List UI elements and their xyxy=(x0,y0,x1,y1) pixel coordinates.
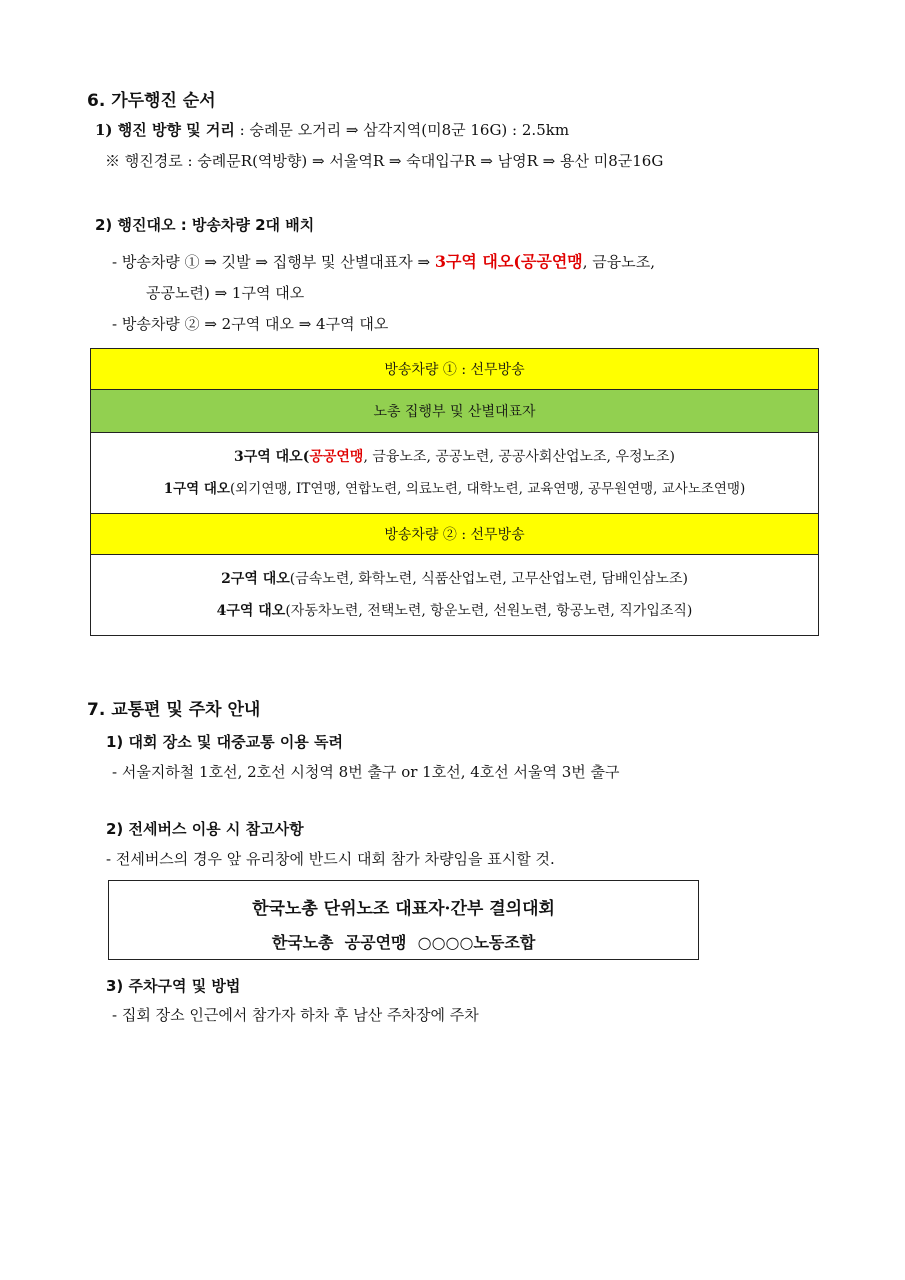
parking-label: 3) 주차구역 및 방법 xyxy=(106,977,241,995)
leaders-cell: 노총 집행부 및 산별대표자 xyxy=(91,390,819,433)
bus-sign-line-2: 한국노총 공공연맹 ○○○○노동조합 xyxy=(271,933,536,952)
bus-window-sign xyxy=(108,880,699,960)
section-6-title: 6. 가두행진 순서 xyxy=(87,91,216,111)
table-row xyxy=(91,555,819,636)
table-row xyxy=(91,349,819,390)
zone-3-members: , 금융노조, 공공노련, 공공사회산업노조, 우정노조) xyxy=(363,449,675,465)
zone-3-highlight: 공공연맹 xyxy=(309,449,364,465)
zones-2-4-cell xyxy=(91,555,819,636)
formation-line-2: 공공노련) ⇒ 1구역 대오 xyxy=(146,284,305,302)
charter-bus-text: - 전세버스의 경우 앞 유리창에 반드시 대회 참가 차량임을 표시할 것. xyxy=(106,850,555,868)
transit-text: - 서울지하철 1호선, 2호선 시청역 8번 출구 or 1호선, 4호선 서울역 3번 출구 xyxy=(112,763,620,781)
zone-4-line xyxy=(91,595,818,627)
formation-line-1-post: , 금융노조, xyxy=(582,253,655,271)
zone-4-label: 4구역 대오 xyxy=(216,603,286,619)
formation-line-1-highlight: 3구역 대오(공공연맹 xyxy=(434,252,583,271)
formation-line-3: - 방송차량 ② ⇒ 2구역 대오 ⇒ 4구역 대오 xyxy=(112,315,389,333)
broadcast-car-2-cell: 방송차량 ② : 선무방송 xyxy=(91,514,819,555)
route-note: ※ 행진경로 : 숭례문R(역방향) ⇒ 서울역R ⇒ 숙대입구R ⇒ 남영R ⇒ 용산 미8군16G xyxy=(105,152,664,170)
zone-2-line xyxy=(91,563,818,595)
broadcast-car-1-cell: 방송차량 ① : 선무방송 xyxy=(91,349,819,390)
transit-label: 1) 대회 장소 및 대중교통 이용 독려 xyxy=(106,733,343,751)
zone-1-label: 1구역 대오 xyxy=(163,481,230,497)
zone-1-line xyxy=(91,473,818,505)
zone-1-members: (외기연맹, IT연맹, 연합노련, 의료노련, 대학노련, 교육연맹, 공무원연맹, 교사노조연맹) xyxy=(229,481,746,497)
march-route-text: : 숭례문 오거리 ⇒ 삼각지역(미8군 16G) : 2.5km xyxy=(234,121,570,139)
table-row xyxy=(91,390,819,433)
zones-3-1-cell xyxy=(91,433,819,514)
zone-2-members: (금속노련, 화학노련, 식품산업노련, 고무산업노련, 담배인삼노조) xyxy=(289,571,688,587)
zone-3-line xyxy=(91,441,818,473)
table-row xyxy=(91,433,819,514)
march-route-label: 1) 행진 방향 및 거리 xyxy=(95,121,235,139)
zone-2-label: 2구역 대오 xyxy=(221,571,290,587)
parking-text: - 집회 장소 인근에서 참가자 하차 후 남산 주차장에 주차 xyxy=(112,1006,479,1024)
march-formation-label: 2) 행진대오 : 방송차량 2대 배치 xyxy=(95,216,315,234)
formation-line-1 xyxy=(112,249,655,272)
formation-line-1-pre: - 방송차량 ① ⇒ 깃발 ⇒ 집행부 및 산별대표자 ⇒ xyxy=(112,253,435,271)
zone-3-label: 3구역 대오( xyxy=(234,449,310,465)
march-route-line xyxy=(95,119,569,140)
bus-sign-line-1: 한국노총 단위노조 대표자·간부 결의대회 xyxy=(252,899,555,919)
zone-4-members: (자동차노련, 전택노련, 항운노련, 선원노련, 항공노련, 직가입조직) xyxy=(285,603,693,619)
charter-bus-label: 2) 전세버스 이용 시 참고사항 xyxy=(106,820,304,838)
table-row xyxy=(91,514,819,555)
section-7-title: 7. 교통편 및 주차 안내 xyxy=(87,700,261,720)
march-lineup-table xyxy=(90,348,819,636)
